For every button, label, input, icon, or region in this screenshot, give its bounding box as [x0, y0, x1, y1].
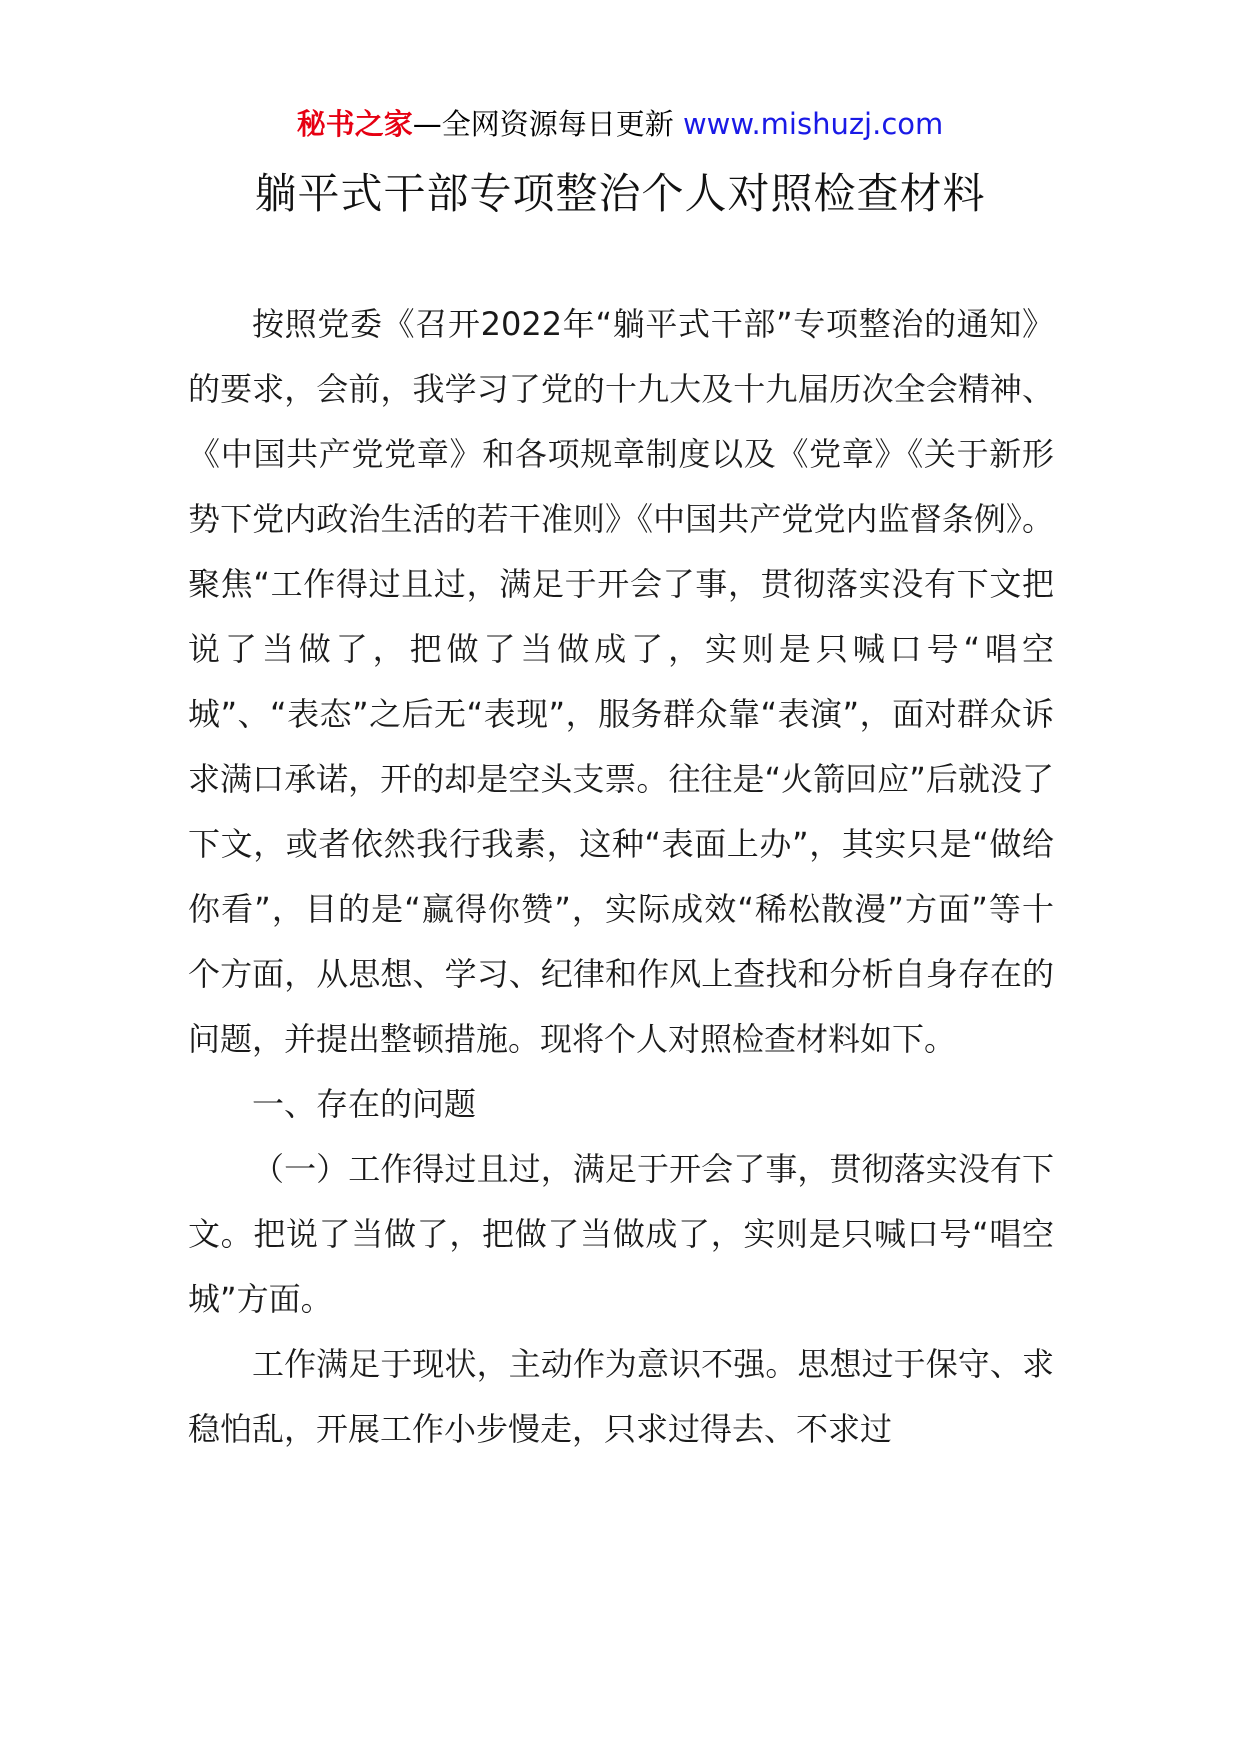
subsection-heading: （一）工作得过且过，满足于开会了事，贯彻落实没有下文。把说了当做了，把做了当做成了，实则是只喊口号“唱空城”方面。: [188, 1150, 1054, 1318]
watermark-header: [0, 104, 1240, 144]
brand-name: 秘书之家: [296, 107, 413, 141]
header-tagline: —全网资源每日更新: [412, 107, 683, 141]
site-url-link[interactable]: www.mishuzj.com: [682, 107, 944, 141]
document-body: [188, 292, 1054, 1462]
document-title: 躺平式干部专项整治个人对照检查材料: [254, 169, 986, 218]
section-heading: 一、存在的问题: [252, 1085, 477, 1123]
intro-paragraph: 按照党委《召开2022年“躺平式干部”专项整治的通知》的要求，会前，我学习了党的十九大及十九届历次全会精神、《中国共产党党章》和各项规章制度以及《党章》《关于新形势下党内政治生活的若干准则》《中国共产党党内监督条例》。聚焦“工作得过且过，满足于开会了事，贯彻落实没有下文把说了当做了，把做了当做成了，实则是只喊口号“唱空城”、“表态”之后无“表现”，服务群众靠“表演”，面对群众诉求满口承诺，开的却是空头支票。往往是“火箭回应”后就没了下文，或者依然我行我素，这种“表面上办”，其实只是“做给你看”，目的是“赢得你赞”，实际成效“稀松散漫”方面”等十个方面，从思想、学习、纪律和作风上查找和分析自身存在的问题，并提出整顿措施。现将个人对照检查材料如下。: [188, 305, 1054, 1058]
body-paragraph: 工作满足于现状，主动作为意识不强。思想过于保守、求稳怕乱，开展工作小步慢走，只求过得去、不求过: [188, 1345, 1054, 1448]
